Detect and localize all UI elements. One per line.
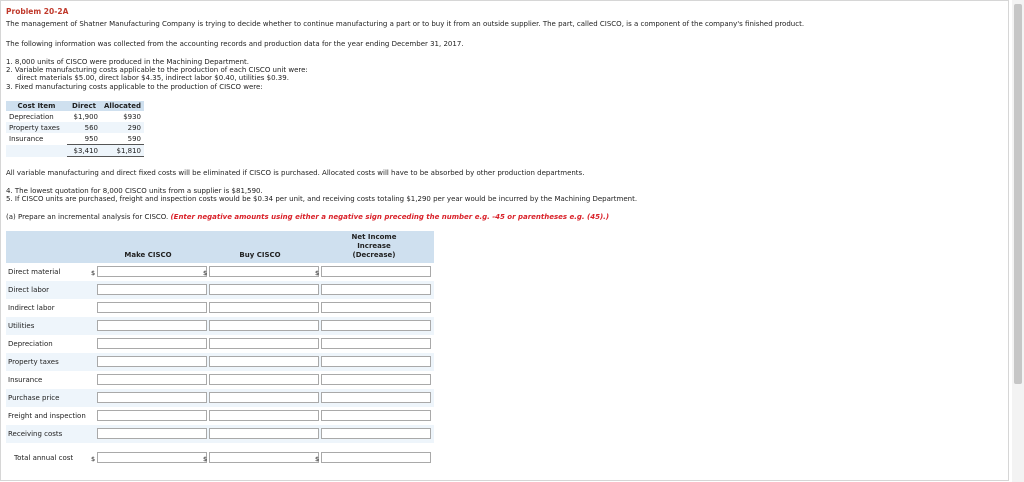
analysis-row [6,407,434,425]
buy-cisco-input[interactable] [209,410,319,421]
currency-symbol: $ [203,455,208,463]
buy-cisco-input[interactable] [209,320,319,331]
cost-item-label: Depreciation [9,112,54,121]
analysis-row-label: Direct material [8,268,61,276]
question-line [6,213,609,221]
analysis-row-label: Depreciation [8,340,53,348]
make-cisco-input[interactable] [97,452,207,463]
cost-direct-value: $1,900 [73,112,98,121]
analysis-row [6,281,434,299]
cost-allocated-value: $930 [123,112,142,121]
currency-symbol: $ [203,269,208,277]
make-cisco-input[interactable] [97,410,207,421]
analysis-row-label: Utilities [8,322,35,330]
analysis-row [6,371,434,389]
cost-table-header [6,101,144,111]
fact-4: 4. The lowest quotation for 8,000 CISCO units from a supplier is $81,590. [6,187,263,195]
currency-symbol: $ [315,269,320,277]
net-income-input[interactable] [321,320,431,331]
make-cisco-input[interactable] [97,284,207,295]
cost-table-row [6,111,144,122]
analysis-row-label: Freight and inspection [8,412,86,420]
fixed-cost-table [6,101,144,157]
analysis-row [6,335,434,353]
net-income-input[interactable] [321,374,431,385]
cost-item-label: Property taxes [9,123,60,132]
analysis-row-label: Property taxes [8,358,59,366]
cost-allocated-value: 590 [101,133,144,145]
problem-intro: The management of Shatner Manufacturing Company is trying to decide whether to continue manufacturing a part or to buy it from an outside supplier. The part, called CISCO, is a component of the company's finished product. [6,20,805,28]
cost-table-col-allocated: Allocated [104,102,142,110]
cost-total-label [6,145,67,157]
analysis-row [6,299,434,317]
analysis-row [6,425,434,443]
analysis-row [6,317,434,335]
cost-table-col-item: Cost Item [17,102,56,110]
buy-cisco-input[interactable] [209,338,319,349]
col-net-income-3: (Decrease) [352,251,396,259]
net-income-input[interactable] [321,392,431,403]
make-cisco-input[interactable] [97,356,207,367]
scrollbar-thumb[interactable] [1014,4,1022,384]
fact-2-detail: direct materials $5.00, direct labor $4.35, indirect labor $0.40, utilities $0.39. [17,74,289,82]
net-income-input[interactable] [321,284,431,295]
fact-5: 5. If CISCO units are purchased, freight and inspection costs would be $0.34 per unit, and receiving costs totaling $1,290 per year would be incurred by the Machining Department. [6,195,638,203]
col-net-income-1: Net Income [351,233,397,241]
question-hint: (Enter negative amounts using either a negative sign preceding the number e.g. -45 or parentheses e.g. (45).) [170,213,610,221]
cost-table-row [6,133,144,145]
net-income-input[interactable] [321,410,431,421]
buy-cisco-input[interactable] [209,302,319,313]
fact-1: 1. 8,000 units of CISCO were produced in the Machining Department. [6,58,249,66]
net-income-input[interactable] [321,302,431,313]
net-income-input[interactable] [321,266,431,277]
cost-allocated-value: 290 [127,123,142,132]
cost-table-col-direct: Direct [72,102,96,110]
cost-table-row [6,122,144,133]
make-cisco-input[interactable] [97,266,207,277]
analysis-total-row [6,449,434,467]
analysis-row [6,353,434,371]
make-cisco-input[interactable] [97,374,207,385]
buy-cisco-input[interactable] [209,356,319,367]
cost-direct-value: 560 [84,123,98,132]
net-income-input[interactable] [321,356,431,367]
cost-allocated-total: $1,810 [101,145,144,157]
cost-item-label: Insurance [9,134,44,143]
analysis-row [6,263,434,281]
buy-cisco-input[interactable] [209,266,319,277]
total-annual-cost-label: Total annual cost [14,454,74,462]
analysis-row-label: Indirect labor [8,304,55,312]
col-buy-cisco: Buy CISCO [239,251,281,259]
buy-cisco-input[interactable] [209,392,319,403]
make-cisco-input[interactable] [97,302,207,313]
variable-cost-note: All variable manufacturing and direct fixed costs will be eliminated if CISCO is purchased. Allocated costs will have to be absorbed by other production departments. [6,169,585,177]
problem-title: Problem 20-2A [6,7,69,16]
cost-direct-total: $3,410 [67,145,101,157]
fact-3: 3. Fixed manufacturing costs applicable to the production of CISCO were: [6,83,263,91]
question-prefix: (a) Prepare an incremental analysis for CISCO. [6,213,169,221]
make-cisco-input[interactable] [97,320,207,331]
make-cisco-input[interactable] [97,428,207,439]
net-income-input[interactable] [321,428,431,439]
currency-symbol: $ [91,455,96,463]
currency-symbol: $ [91,269,96,277]
col-net-income-2: Increase [357,242,391,250]
analysis-row [6,389,434,407]
cost-direct-value: 950 [67,133,101,145]
analysis-row-label: Insurance [8,376,43,384]
analysis-row-label: Direct labor [8,286,50,294]
make-cisco-input[interactable] [97,338,207,349]
analysis-row-label: Receiving costs [8,430,63,438]
buy-cisco-input[interactable] [209,428,319,439]
buy-cisco-input[interactable] [209,284,319,295]
col-make-cisco: Make CISCO [124,251,172,259]
fact-2: 2. Variable manufacturing costs applicable to the production of each CISCO unit were: [6,66,308,74]
buy-cisco-input[interactable] [209,452,319,463]
net-income-input[interactable] [321,338,431,349]
currency-symbol: $ [315,455,320,463]
info-line: The following information was collected from the accounting records and production data for the year ending December 31, 2017. [6,40,464,48]
buy-cisco-input[interactable] [209,374,319,385]
make-cisco-input[interactable] [97,392,207,403]
net-income-input[interactable] [321,452,431,463]
analysis-row-label: Purchase price [8,394,60,402]
cost-table-total-row [6,145,144,157]
